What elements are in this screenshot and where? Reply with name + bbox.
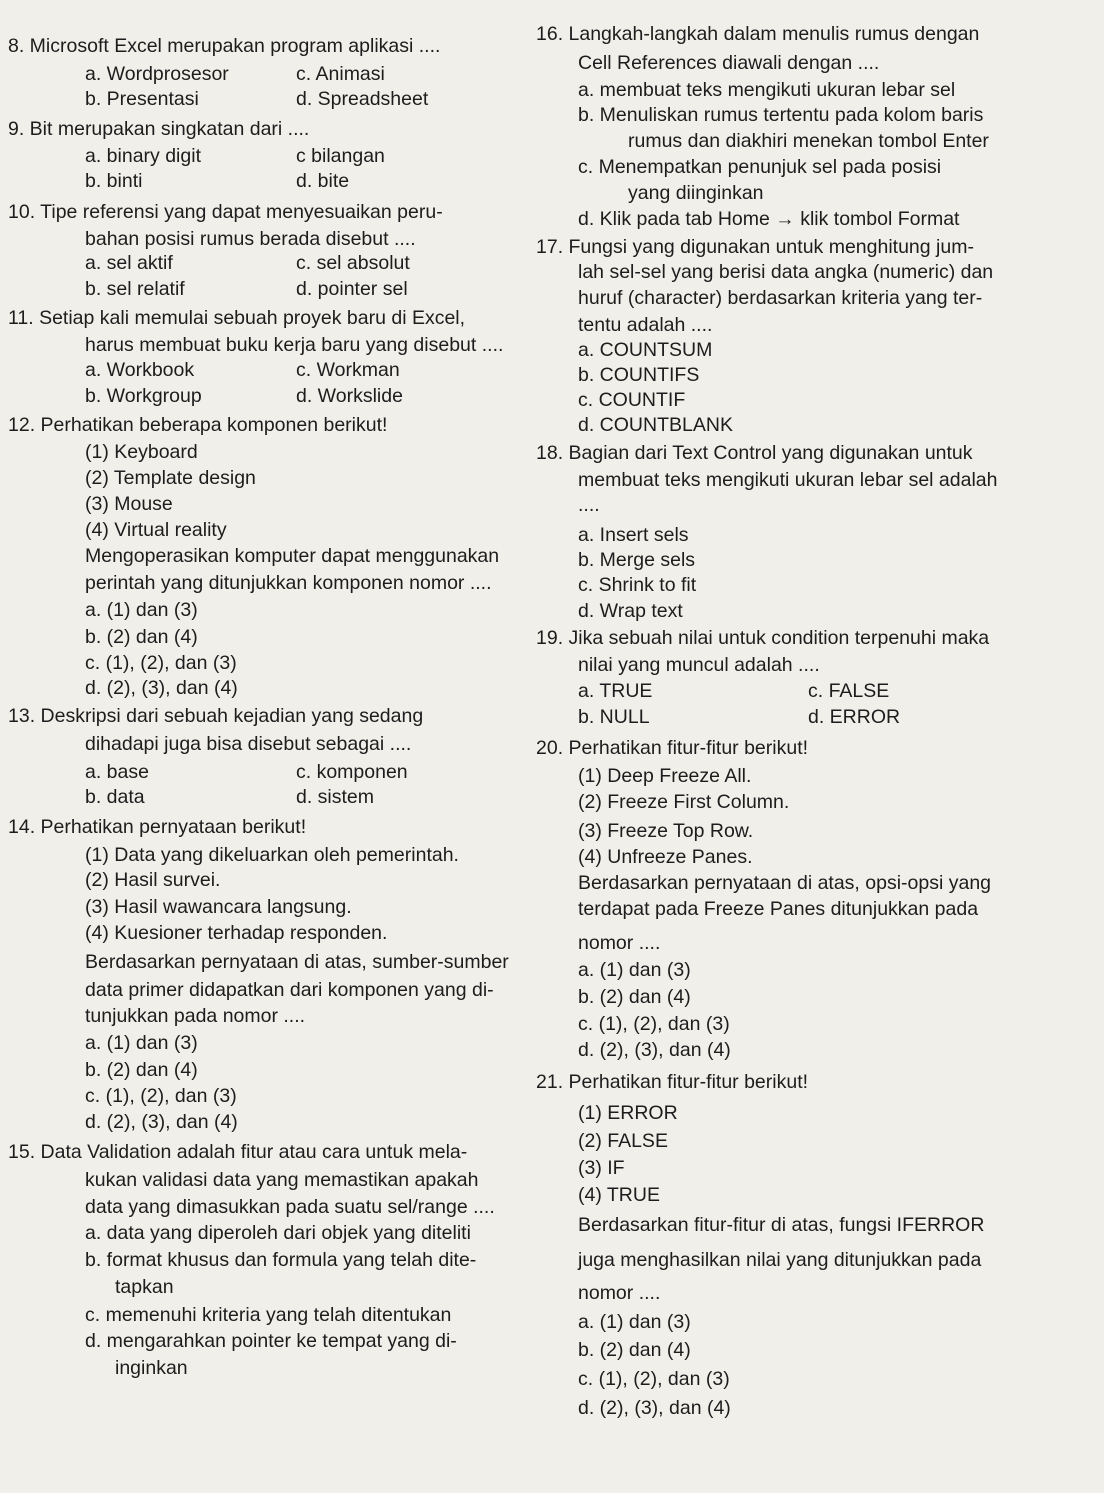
- question-text-line: d. Klik pada tab Home → klik tombol Format: [578, 208, 960, 230]
- question-text-line: c bilangan: [296, 145, 385, 167]
- question-text-line: d. Spreadsheet: [296, 88, 429, 110]
- question-text-line: 17. Fungsi yang digunakan untuk menghitung jum-: [536, 236, 974, 258]
- question-text-line: Cell References diawali dengan ....: [578, 52, 880, 74]
- question-text-line: c. (1), (2), dan (3): [85, 652, 237, 674]
- question-text-line: tunjukkan pada nomor ....: [85, 1005, 306, 1027]
- question-text-line: a. (1) dan (3): [578, 1311, 691, 1333]
- question-text-line: (3) Mouse: [85, 493, 173, 515]
- question-text-line: b. Presentasi: [85, 88, 199, 110]
- question-text-line: huruf (character) berdasarkan kriteria yang ter-: [578, 287, 983, 309]
- question-text-line: d. (2), (3), dan (4): [578, 1039, 731, 1061]
- question-text-line: (3) Hasil wawancara langsung.: [85, 896, 352, 918]
- question-text-line: (2) Template design: [85, 467, 256, 489]
- question-text-line: (1) Data yang dikeluarkan oleh pemerintah.: [85, 844, 459, 866]
- question-text-line: c. COUNTIF: [578, 389, 686, 411]
- question-text-line: c. Shrink to fit: [578, 574, 697, 596]
- question-text-line: (4) Virtual reality: [85, 519, 227, 541]
- question-text-line: b. format khusus dan formula yang telah dite-: [85, 1249, 477, 1271]
- question-text-line: data primer didapatkan dari komponen yang di-: [85, 979, 494, 1001]
- question-text-line: a. sel aktif: [85, 252, 173, 274]
- question-text-line: b. sel relatif: [85, 278, 185, 300]
- question-text-line: (2) Freeze First Column.: [578, 791, 790, 813]
- question-text-line: (4) Kuesioner terhadap responden.: [85, 922, 388, 944]
- question-text-line: d. Wrap text: [578, 600, 683, 622]
- question-text-line: a. (1) dan (3): [85, 599, 198, 621]
- question-text-line: d. ERROR: [808, 706, 901, 728]
- question-text-line: c. (1), (2), dan (3): [578, 1368, 730, 1390]
- question-text-line: b. Merge sels: [578, 549, 696, 571]
- question-text-line: a. base: [85, 761, 149, 783]
- question-text-line: b. (2) dan (4): [85, 1059, 198, 1081]
- question-text-line: Mengoperasikan komputer dapat menggunakan: [85, 545, 500, 567]
- question-text-line: 13. Deskripsi dari sebuah kejadian yang sedang: [8, 705, 424, 727]
- question-text-line: (1) Keyboard: [85, 441, 198, 463]
- question-text-line: dihadapi juga bisa disebut sebagai ....: [85, 733, 412, 755]
- question-text-line: a. binary digit: [85, 145, 201, 167]
- question-text-line: (4) TRUE: [578, 1184, 660, 1206]
- question-text-line: b. binti: [85, 170, 143, 192]
- question-text-line: d. mengarahkan pointer ke tempat yang di-: [85, 1330, 457, 1352]
- question-text-line: c. memenuhi kriteria yang telah ditentukan: [85, 1304, 452, 1326]
- question-text-line: 12. Perhatikan beberapa komponen berikut!: [8, 414, 388, 436]
- question-text-line: b. data: [85, 786, 145, 808]
- question-text-line: data yang dimasukkan pada suatu sel/range ....: [85, 1196, 495, 1218]
- question-text-line: d. (2), (3), dan (4): [578, 1397, 731, 1419]
- question-text-line: terdapat pada Freeze Panes ditunjukkan pada: [578, 898, 979, 920]
- question-text-line: c. sel absolut: [296, 252, 410, 274]
- question-text-line: (2) Hasil survei.: [85, 869, 221, 891]
- question-text-line: membuat teks mengikuti ukuran lebar sel adalah: [578, 469, 998, 491]
- question-text-line: lah sel-sel yang berisi data angka (numeric) dan: [578, 261, 994, 283]
- question-text-line: c. Workman: [296, 359, 400, 381]
- question-text-line: 18. Bagian dari Text Control yang digunakan untuk: [536, 442, 973, 464]
- question-text-line: inginkan: [115, 1357, 188, 1379]
- question-text-line: d. Workslide: [296, 385, 403, 407]
- question-text-line: Berdasarkan pernyataan di atas, sumber-sumber: [85, 951, 509, 973]
- question-text-line: d. (2), (3), dan (4): [85, 1111, 238, 1133]
- question-text-line: a. data yang diperoleh dari objek yang diteliti: [85, 1222, 471, 1244]
- question-text-line: 14. Perhatikan pernyataan berikut!: [8, 816, 307, 838]
- question-text-line: c. (1), (2), dan (3): [85, 1085, 237, 1107]
- question-text-line: d. (2), (3), dan (4): [85, 677, 238, 699]
- question-text-line: b. (2) dan (4): [578, 1339, 691, 1361]
- question-text-line: a. Wordprosesor: [85, 63, 229, 85]
- question-text-line: bahan posisi rumus berada disebut ....: [85, 228, 416, 250]
- question-text-line: Berdasarkan fitur-fitur di atas, fungsi IFERROR: [578, 1214, 985, 1236]
- question-text-line: d. sistem: [296, 786, 375, 808]
- question-text-line: a. Workbook: [85, 359, 195, 381]
- question-text-line: a. COUNTSUM: [578, 339, 713, 361]
- question-text-line: 11. Setiap kali memulai sebuah proyek baru di Excel,: [8, 307, 466, 329]
- question-text-line: harus membuat buku kerja baru yang disebut ....: [85, 334, 504, 356]
- question-text-line: 15. Data Validation adalah fitur atau cara untuk mela-: [8, 1141, 468, 1163]
- question-text-line: 19. Jika sebuah nilai untuk condition terpenuhi maka: [536, 627, 990, 649]
- question-text-line: (3) Freeze Top Row.: [578, 820, 754, 842]
- question-text-line: b. Workgroup: [85, 385, 202, 407]
- question-text-line: b. COUNTIFS: [578, 364, 700, 386]
- question-text-line: perintah yang ditunjukkan komponen nomor ....: [85, 572, 492, 594]
- question-text-line: c. komponen: [296, 761, 408, 783]
- question-text-line: b. (2) dan (4): [85, 626, 198, 648]
- question-text-line: Berdasarkan pernyataan di atas, opsi-opsi yang: [578, 872, 992, 894]
- question-text-line: b. (2) dan (4): [578, 986, 691, 1008]
- question-text-line: a. Insert sels: [578, 524, 689, 546]
- question-text-line: d. COUNTBLANK: [578, 414, 733, 436]
- question-text-line: d. pointer sel: [296, 278, 408, 300]
- question-text-line: 10. Tipe referensi yang dapat menyesuaikan peru-: [8, 201, 443, 223]
- question-text-line: b. NULL: [578, 706, 650, 728]
- question-text-line: c. FALSE: [808, 680, 890, 702]
- question-text-line: (4) Unfreeze Panes.: [578, 846, 753, 868]
- question-text-line: tapkan: [115, 1276, 174, 1298]
- question-text-line: 21. Perhatikan fitur-fitur berikut!: [536, 1071, 809, 1093]
- question-text-line: tentu adalah ....: [578, 314, 713, 336]
- question-text-line: a. (1) dan (3): [85, 1032, 198, 1054]
- question-text-line: c. Menempatkan penunjuk sel pada posisi: [578, 156, 942, 178]
- question-text-line: 9. Bit merupakan singkatan dari ....: [8, 118, 310, 140]
- question-text-line: 8. Microsoft Excel merupakan program aplikasi ....: [8, 35, 441, 57]
- question-text-line: yang diinginkan: [628, 182, 764, 204]
- question-text-line: (3) IF: [578, 1157, 625, 1179]
- question-text-line: a. membuat teks mengikuti ukuran lebar sel: [578, 79, 956, 101]
- question-text-line: nomor ....: [578, 1282, 661, 1304]
- question-text-line: d. bite: [296, 170, 350, 192]
- question-text-line: juga menghasilkan nilai yang ditunjukkan pada: [578, 1249, 982, 1271]
- question-text-line: (1) Deep Freeze All.: [578, 765, 752, 787]
- question-text-line: kukan validasi data yang memastikan apakah: [85, 1169, 479, 1191]
- question-text-line: (2) FALSE: [578, 1130, 668, 1152]
- question-text-line: 16. Langkah-langkah dalam menulis rumus dengan: [536, 23, 980, 45]
- question-text-line: b. Menuliskan rumus tertentu pada kolom baris: [578, 104, 984, 126]
- question-text-line: rumus dan diakhiri menekan tombol Enter: [628, 130, 989, 152]
- question-text-line: (1) ERROR: [578, 1102, 678, 1124]
- question-text-line: c. (1), (2), dan (3): [578, 1013, 730, 1035]
- question-text-line: nilai yang muncul adalah ....: [578, 654, 820, 676]
- question-text-line: a. (1) dan (3): [578, 959, 691, 981]
- question-text-line: ....: [578, 494, 600, 516]
- question-text-line: nomor ....: [578, 932, 661, 954]
- question-text-line: 20. Perhatikan fitur-fitur berikut!: [536, 737, 809, 759]
- question-text-line: c. Animasi: [296, 63, 385, 85]
- question-text-line: a. TRUE: [578, 680, 653, 702]
